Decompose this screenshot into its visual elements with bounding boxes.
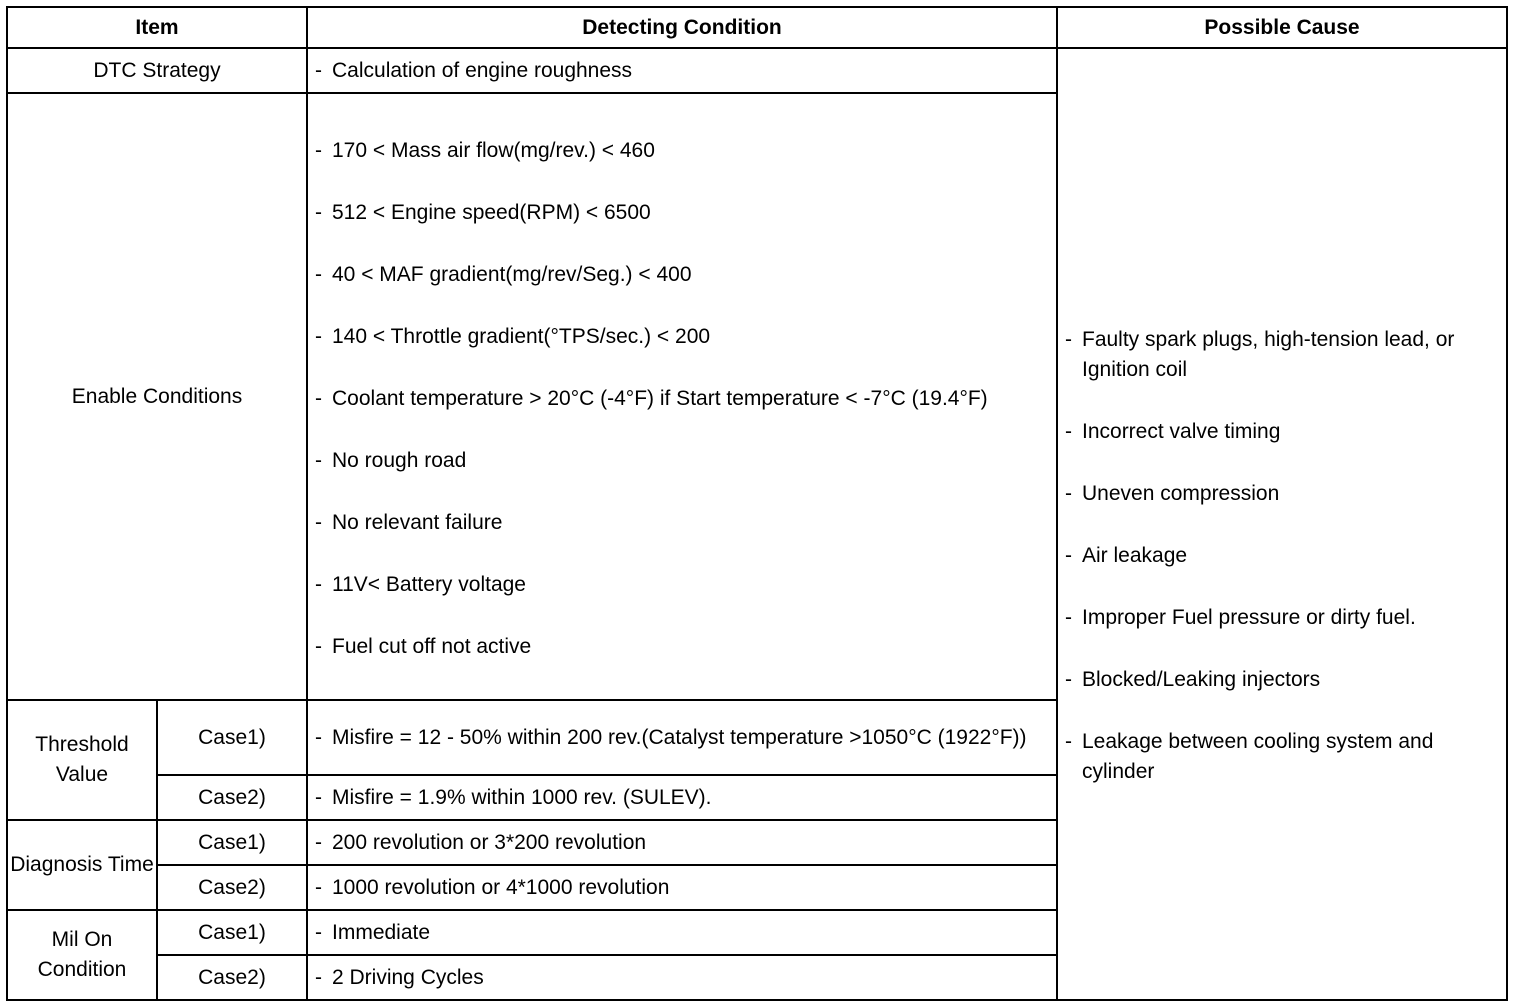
threshold-case2-value: - Misfire = 1.9% within 1000 rev. (SULEV).	[307, 775, 1057, 820]
header-possible-cause: Possible Cause	[1057, 7, 1507, 48]
diagnosis-case1-value: - 200 revolution or 3*200 revolution	[307, 820, 1057, 865]
list-item: - Fuel cut off not active	[315, 634, 532, 658]
list-item: - Coolant temperature > 20°C (-4°F) if Start temperature < -7°C (19.4°F)	[315, 386, 988, 410]
possible-cause-list	[1058, 325, 1506, 787]
threshold-case2-label: Case2)	[157, 775, 307, 820]
list-item: - Leakage between cooling system and cylinder	[1065, 730, 1434, 783]
mil-case2-label: Case2)	[157, 955, 307, 1000]
mil-case1-value: - Immediate	[307, 910, 1057, 955]
list-item: - No rough road	[315, 448, 467, 472]
diagnosis-case2-label: Case2)	[157, 865, 307, 910]
diagnosis-case2-value: - 1000 revolution or 4*1000 revolution	[307, 865, 1057, 910]
list-item: - Incorrect valve timing	[1065, 420, 1281, 443]
threshold-case1-label: Case1)	[157, 700, 307, 775]
enable-conditions-list	[315, 136, 1048, 662]
mil-case1-label: Case1)	[157, 910, 307, 955]
diagnosis-case1-label: Case1)	[157, 820, 307, 865]
threshold-value-label: Threshold Value	[7, 700, 157, 820]
dtc-strategy-label: DTC Strategy	[7, 48, 307, 93]
list-item: - Air leakage	[1065, 544, 1188, 567]
mil-case2-value: - 2 Driving Cycles	[307, 955, 1057, 1000]
dtc-strategy-text: Calculation of engine roughness	[332, 58, 633, 82]
enable-conditions-label: Enable Conditions	[7, 93, 307, 700]
diagnosis-time-label: Diagnosis Time	[7, 820, 157, 910]
list-item: - No relevant failure	[315, 510, 503, 534]
dtc-spec-table	[6, 6, 1508, 1001]
list-item: - 11V< Battery voltage	[315, 572, 526, 596]
mil-on-condition-label: Mil On Condition	[7, 910, 157, 1000]
list-item: - 170 < Mass air flow(mg/rev.) < 460	[315, 138, 655, 162]
list-item: - 512 < Engine speed(RPM) < 6500	[315, 200, 651, 224]
header-row	[7, 7, 1507, 48]
list-item: - Faulty spark plugs, high-tension lead, or Ignition coil	[1065, 328, 1455, 381]
header-detecting-condition: Detecting Condition	[307, 7, 1057, 48]
list-item: - Uneven compression	[1065, 482, 1280, 505]
threshold-case1-value: - Misfire = 12 - 50% within 200 rev.(Catalyst temperature >1050°C (1922°F))	[307, 700, 1057, 775]
list-item: - Blocked/Leaking injectors	[1065, 668, 1321, 691]
dtc-strategy-row	[7, 48, 1507, 93]
header-item: Item	[7, 7, 307, 48]
enable-conditions-cell	[307, 93, 1057, 700]
list-item: - 140 < Throttle gradient(°TPS/sec.) < 200	[315, 324, 711, 348]
possible-cause-cell	[1057, 48, 1507, 1000]
list-item: - 40 < MAF gradient(mg/rev/Seg.) < 400	[315, 262, 692, 286]
list-item: - Improper Fuel pressure or dirty fuel.	[1065, 606, 1416, 629]
dtc-strategy-value: - Calculation of engine roughness	[307, 48, 1057, 93]
